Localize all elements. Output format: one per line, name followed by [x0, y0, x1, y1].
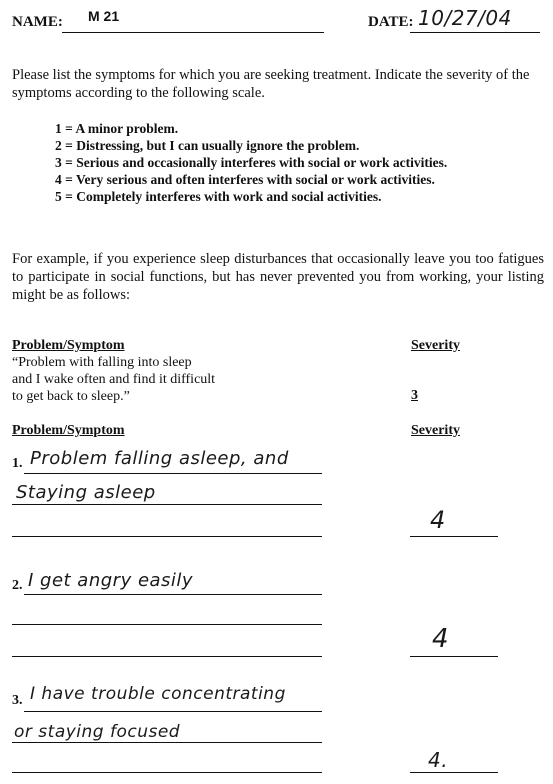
- entry-2-severity[interactable]: 4: [432, 624, 450, 654]
- example-intro-text: For example, if you experience sleep disturbances that occasionally leave you too fatigues to participate in social functions, but has never prevented you from working, your listing might be as follows:: [12, 251, 544, 303]
- date-underline: [410, 32, 540, 33]
- scale-item-4: 4 = Very serious and often interferes with social or work activities.: [55, 172, 435, 187]
- scale-item-3: 3 = Serious and occasionally interferes with social or work activities.: [55, 155, 448, 170]
- name-value: M 21: [88, 8, 120, 24]
- example-severity-value: 3: [411, 388, 418, 403]
- example-line-3: to get back to sleep.”: [12, 389, 130, 404]
- entry-1-underline-1: [24, 473, 322, 474]
- entry-3-underline-2: [12, 742, 322, 743]
- date-value: 10/27/04: [418, 6, 512, 30]
- form-severity-header: Severity: [411, 423, 460, 438]
- scale-item-5: 5 = Completely interferes with work and social activities.: [55, 189, 382, 204]
- name-label: NAME:: [12, 14, 63, 30]
- entry-1-severity[interactable]: 4: [430, 506, 446, 534]
- entry-2-underline-2: [12, 624, 322, 625]
- example-line-1: “Problem with falling into sleep: [12, 355, 192, 370]
- entry-2-severity-underline: [410, 656, 498, 657]
- entry-3-underline-1: [24, 711, 322, 712]
- form-problem-header: Problem/Symptom: [12, 423, 125, 438]
- scale-item-2: 2 = Distressing, but I can usually ignore the problem.: [55, 138, 360, 153]
- instructions-text: Please list the symptoms for which you are seeking treatment. Indicate the severity of the symptoms according to the following scale.: [12, 67, 530, 101]
- entry-3-underline-3: [12, 772, 322, 773]
- example-problem-header: Problem/Symptom: [12, 338, 125, 353]
- entry-1-underline-2: [12, 504, 322, 505]
- entry-1-number: 1.: [12, 456, 23, 471]
- entry-2-line-1[interactable]: I get angry easily: [28, 570, 194, 591]
- entry-1-line-1[interactable]: Problem falling asleep, and: [30, 448, 289, 469]
- entry-1-severity-underline: [410, 536, 498, 537]
- entry-2-number: 2.: [12, 578, 23, 593]
- entry-3-line-2[interactable]: or staying focused: [14, 722, 181, 742]
- entry-3-line-1[interactable]: I have trouble concentrating: [30, 684, 286, 704]
- entry-2-underline-3: [12, 656, 322, 657]
- scale-item-1: 1 = A minor problem.: [55, 121, 179, 136]
- entry-1-underline-3: [12, 536, 322, 537]
- example-severity-header: Severity: [411, 338, 460, 353]
- entry-3-severity[interactable]: 4.: [428, 748, 449, 772]
- date-label: DATE:: [368, 14, 414, 30]
- severity-scale-list: [55, 120, 535, 205]
- entry-3-severity-underline: [410, 772, 498, 773]
- example-description: [12, 354, 215, 405]
- entry-3-number: 3.: [12, 693, 23, 708]
- entry-1-line-2[interactable]: Staying asleep: [16, 482, 156, 503]
- name-underline: [62, 32, 324, 33]
- example-line-2: and I wake often and find it difficult: [12, 372, 216, 387]
- entry-2-underline-1: [24, 594, 322, 595]
